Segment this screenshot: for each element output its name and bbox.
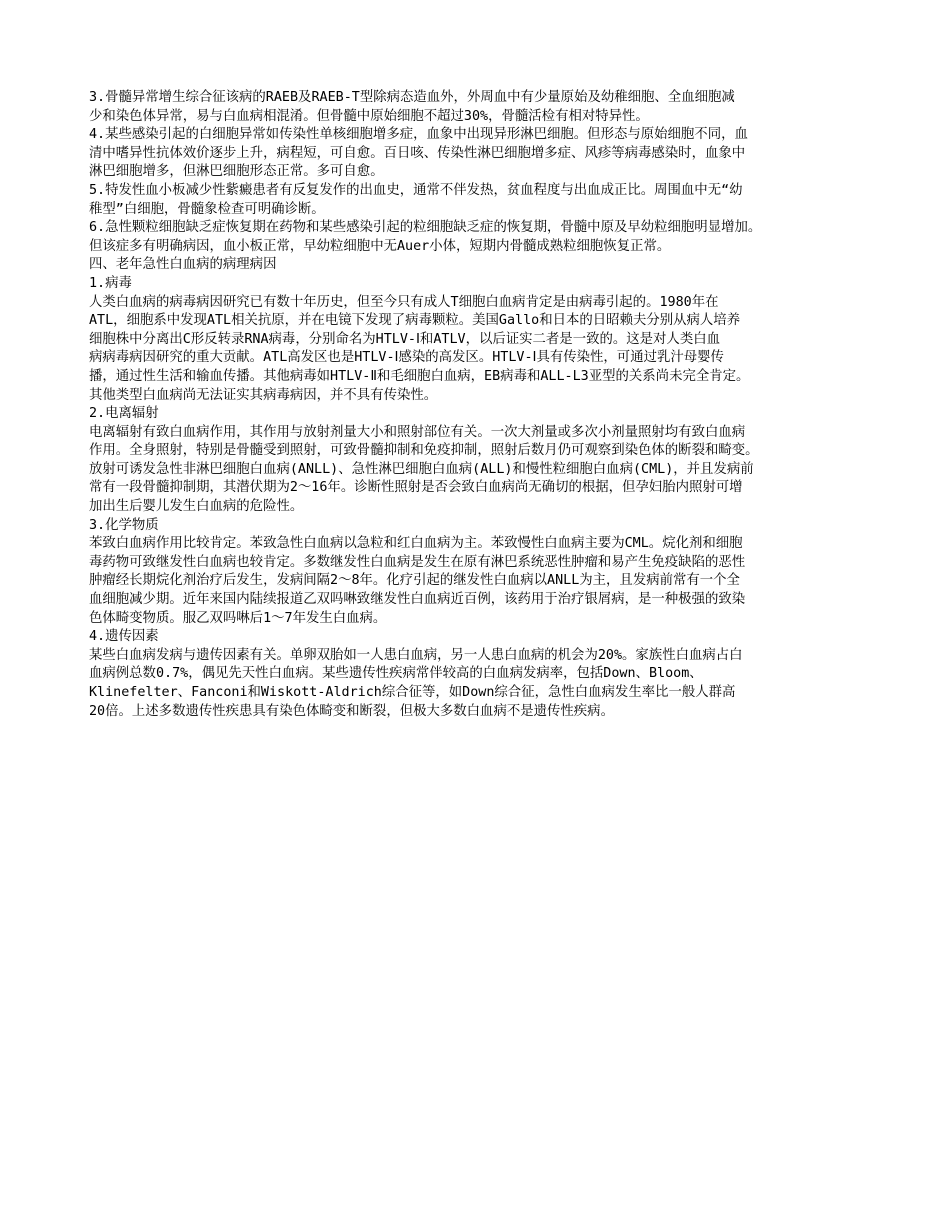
subsection-heading: 4.遗传因素 bbox=[89, 629, 159, 645]
text-line: 苯致白血病作用比较肯定。苯致急性白血病以急粒和红白血病为主。苯致慢性白血病主要为CML。烷化剂和细胞 bbox=[89, 536, 743, 552]
text-line: 6.急性颗粒细胞缺乏症恢复期在药物和某些感染引起的粒细胞缺乏症的恢复期，骨髓中原及早幼粒细胞明显增加。 bbox=[89, 220, 762, 236]
text-line: 色体畸变物质。服乙双吗啉后1～7年发生白血病。 bbox=[89, 610, 387, 626]
subsection-heading: 3.化学物质 bbox=[89, 517, 159, 533]
subsection-heading: 2.电离辐射 bbox=[89, 406, 159, 422]
text-line: 清中嗜异性抗体效价逐步上升，病程短，可自愈。百日咳、传染性淋巴细胞增多症、风疹等病毒感染时，血象中 bbox=[89, 145, 746, 161]
text-line: 淋巴细胞增多，但淋巴细胞形态正常。多可自愈。 bbox=[89, 164, 384, 180]
text-line: 血病例总数0.7%，偶见先天性白血病。某些遗传性疾病常伴较高的白血病发病率，包括Down、Bloom、 bbox=[89, 666, 703, 682]
text-line: 4.某些感染引起的白细胞异常如传染性单核细胞增多症，血象中出现异形淋巴细胞。但形态与原始细胞不同，血 bbox=[89, 127, 748, 143]
text-line: Klinefelter、Fanconi和Wiskott-Aldrich综合征等，如Down综合征，急性白血病发生率比一般人群高 bbox=[89, 685, 736, 700]
subsection-heading: 1.病毒 bbox=[89, 275, 132, 291]
text-line: 其他类型白血病尚无法证实其病毒病因，并不具有传染性。 bbox=[89, 387, 438, 403]
text-line: 但该症多有明确病因，血小板正常，早幼粒细胞中无Auer小体，短期内骨髓成熟粒细胞恢复正常。 bbox=[89, 238, 671, 254]
text-line: 稚型”白细胞，骨髓象检查可明确诊断。 bbox=[89, 201, 325, 217]
text-line: 人类白血病的病毒病因研究已有数十年历史，但至今只有成人T细胞白血病肯定是由病毒引起的。1980年在 bbox=[89, 294, 719, 310]
text-line: 电离辐射有致白血病作用，其作用与放射剂量大小和照射部位有关。一次大剂量或多次小剂量照射均有致白血病 bbox=[89, 424, 746, 440]
text-line: 血细胞减少期。近年来国内陆续报道乙双吗啉致继发性白血病近百例，该药用于治疗银屑病，是一种极强的致染 bbox=[89, 592, 746, 608]
text-line: 作用。全身照射，特别是骨髓受到照射，可致骨髓抑制和免疫抑制，照射后数月仍可观察到染色体的断裂和畸变。 bbox=[89, 443, 759, 459]
text-line: ATL，细胞系中发现ATL相关抗原，并在电镜下发现了病毒颗粒。美国Gallo和日本的日昭赖夫分别从病人培养 bbox=[89, 313, 741, 329]
text-line: 20倍。上述多数遗传性疾患具有染色体畸变和断裂，但极大多数白血病不是遗传性疾病。 bbox=[89, 703, 614, 719]
document-body bbox=[89, 89, 889, 721]
text-line: 细胞株中分离出C形反转录RNA病毒，分别命名为HTLV-Ⅰ和ATLV，以后证实二者是一致的。这是对人类白血 bbox=[89, 331, 720, 347]
text-line: 5.特发性血小板减少性紫癜患者有反复发作的出血史，通常不伴发热，贫血程度与出血成正比。周围血中无“幼 bbox=[89, 182, 743, 198]
text-line: 某些白血病发病与遗传因素有关。单卵双胎如一人患白血病，另一人患白血病的机会为20%。家族性白血病占白 bbox=[89, 647, 743, 663]
text-line: 3.骨髓异常增生综合征该病的RAEB及RAEB-T型除病态造血外，外周血中有少量原始及幼稚细胞、全血细胞减 bbox=[89, 90, 735, 105]
text-line: 肿瘤经长期烷化剂治疗后发生，发病间隔2～8年。化疗引起的继发性白血病以ANLL为主，且发病前常有一个全 bbox=[89, 573, 740, 589]
text-line: 加出生后婴儿发生白血病的危险性。 bbox=[89, 499, 304, 515]
text-line: 病病毒病因研究的重大贡献。ATL高发区也是HTLV-Ⅰ感染的高发区。HTLV-Ⅰ具有传染性，可通过乳汁母婴传 bbox=[89, 350, 724, 366]
section-heading: 四、老年急性白血病的病理病因 bbox=[89, 257, 277, 273]
text-line: 毒药物可致继发性白血病也较肯定。多数继发性白血病是发生在原有淋巴系统恶性肿瘤和易产生免疫缺陷的恶性 bbox=[89, 554, 746, 570]
text-line: 播，通过性生活和输血传播。其他病毒如HTLV-Ⅱ和毛细胞白血病，EB病毒和ALL-L3亚型的关系尚未完全肯定。 bbox=[89, 368, 750, 384]
text-line: 少和染色体异常，易与白血病相混淆。但骨髓中原始细胞不超过30%，骨髓活检有相对特异性。 bbox=[89, 108, 649, 124]
text-line: 放射可诱发急性非淋巴细胞白血病(ANLL)、急性淋巴细胞白血病(ALL)和慢性粒细胞白血病(CML)，并且发病前 bbox=[89, 461, 754, 477]
text-line: 常有一段骨髓抑制期，其潜伏期为2～16年。诊断性照射是否会致白血病尚无确切的根据，但孕妇胎内照射可增 bbox=[89, 480, 743, 496]
